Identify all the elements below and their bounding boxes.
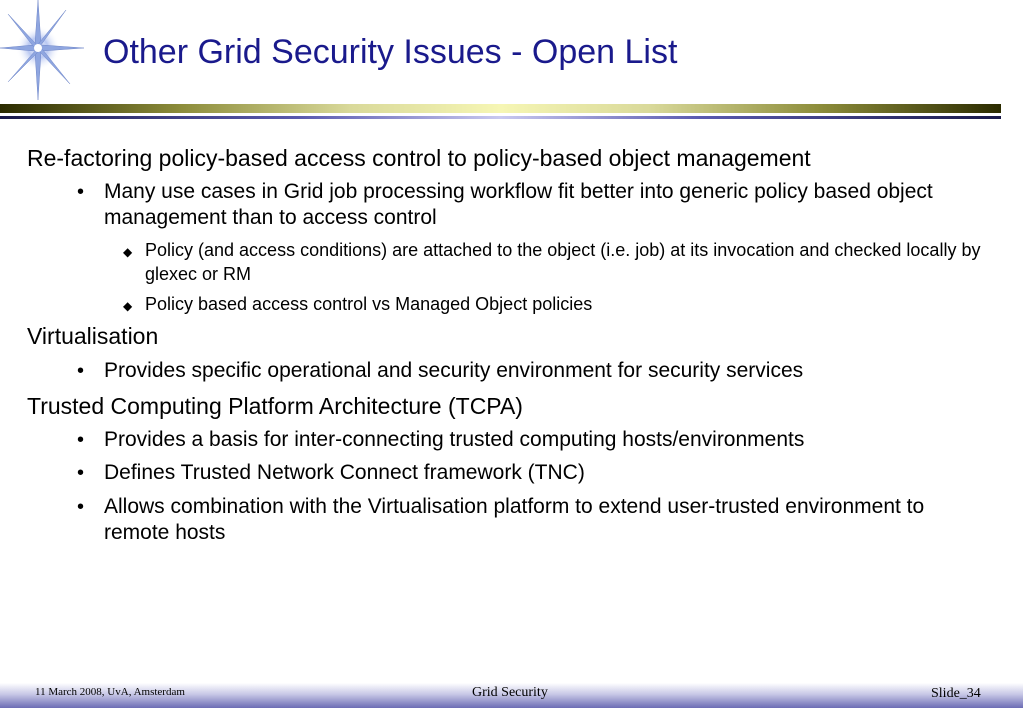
bullet-icon: • — [77, 360, 85, 382]
bullet-text: Provides specific operational and security environment for security services — [104, 359, 804, 382]
subbullet-item — [123, 292, 1005, 316]
bullet-text: Provides a basis for inter-connecting trusted computing hosts/environments — [104, 428, 805, 451]
subbullet-item — [123, 238, 1005, 286]
section-heading: Virtualisation — [27, 323, 159, 349]
star-logo-icon — [0, 0, 90, 100]
bullet-text: Allows combination with the Virtualisation platform to extend user-trusted environment to remote hosts — [104, 495, 925, 544]
footer-date-location: 11 March 2008, UvA, Amsterdam — [35, 686, 185, 698]
title-divider-bar — [0, 104, 1001, 113]
bullet-text: Defines Trusted Network Connect framework (TNC) — [104, 461, 585, 484]
bullet-item — [77, 358, 984, 384]
diamond-bullet-icon: ◆ — [123, 299, 133, 313]
subbullet-text: Policy (and access conditions) are attached to the object (i.e. job) at its invocation and checked locally by glexec or RM — [145, 240, 981, 284]
title-divider-line — [0, 116, 1001, 119]
bullet-item — [77, 427, 984, 453]
bullet-item — [77, 460, 984, 486]
bullet-icon: • — [77, 496, 85, 518]
bullet-text: Many use cases in Grid job processing workflow fit better into generic policy based object management than to access control — [104, 180, 933, 229]
subbullet-text: Policy based access control vs Managed Object policies — [145, 294, 593, 314]
section-heading: Trusted Computing Platform Architecture (TCPA) — [27, 393, 523, 419]
bullet-item — [77, 179, 984, 231]
bullet-icon: • — [77, 181, 85, 203]
bullet-icon: • — [77, 429, 85, 451]
diamond-bullet-icon: ◆ — [123, 245, 133, 259]
bullet-icon: • — [77, 462, 85, 484]
bullet-item — [77, 494, 984, 546]
footer-slide-number: Slide_34 — [931, 686, 981, 701]
slide-title: Other Grid Security Issues - Open List — [103, 33, 678, 71]
footer-topic: Grid Security — [472, 685, 548, 700]
section-heading: Re-factoring policy-based access control to policy-based object management — [27, 145, 811, 171]
slide-footer — [0, 683, 1023, 708]
